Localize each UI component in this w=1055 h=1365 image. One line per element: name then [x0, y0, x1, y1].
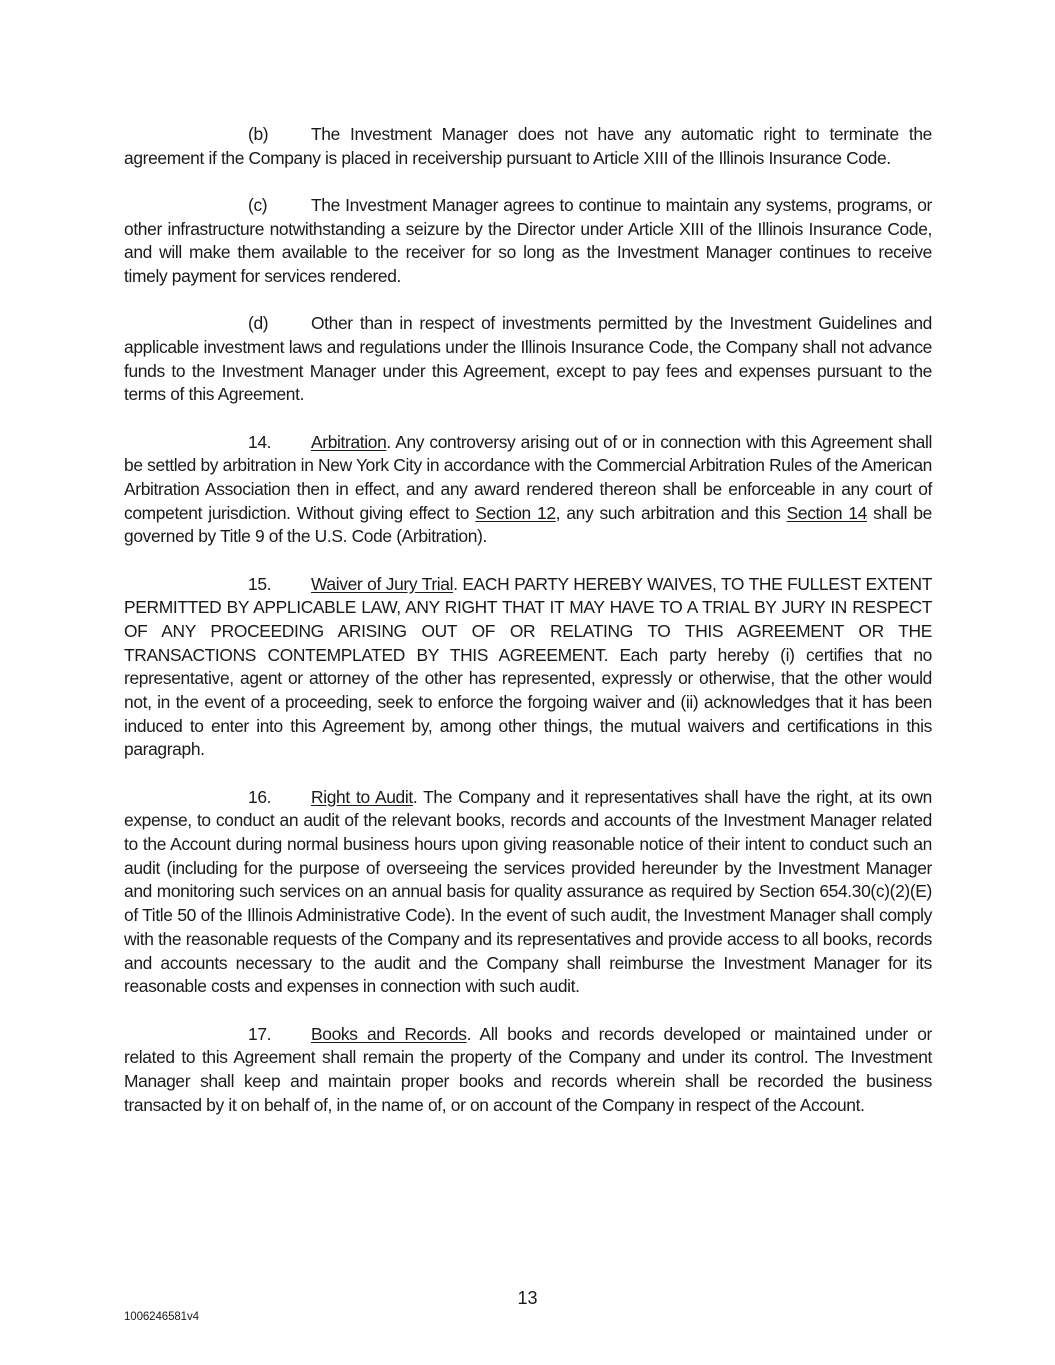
cross-reference-section-14: Section 14	[786, 502, 867, 523]
section-text: shall be governed by Title 9 of the U.S. Code (Arbitration).	[124, 502, 933, 547]
section-text: , any such arbitration and this	[555, 502, 787, 523]
section-text: . Any controversy arising out of or in connection with this Agreement shall be settled by arbitration in New York City in accordance with the Commercial Arbitration Rules of the American Arbitration Association then in effect, and any award rendered thereon shall be enforceable in any court of competent jurisdiction. Without giving effect to	[124, 431, 932, 523]
paragraph-text: The Investment Manager agrees to continue to maintain any systems, programs, or other infrastructure notwithstanding a seizure by the Director under Article XIII of the Illinois Insurance Code, and will make them available to the receiver for so long as the Investment Manager continues to receive timely payment for services rendered.	[124, 194, 932, 287]
paragraph-number: (b)	[248, 124, 269, 144]
section-text: . The Company and it representatives shall have the right, at its own expense, to conduct an audit of the relevant books, records and accounts of the Investment Manager related to the Account during normal business hours upon giving reasonable notice of their intent to conduct such an audit (including for the purpose of overseeing the services provided hereunder by the Investment Manager and monitoring such services on an annual basis for quality assurance as required by Section 654.30(c)(2)(E) of Title 50 of the Illinois Administrative Code). In the event of such audit, the Investment Manager shall comply with the reasonable requests of the Company and its representatives and provide access to all books, records and accounts necessary to the audit and the Company shall reimburse the Investment Manager for its reasonable costs and expenses in connection with such audit.	[124, 786, 932, 997]
section-number: 14.	[248, 431, 272, 452]
section-text: . EACH PARTY HEREBY WAIVES, TO THE FULLEST EXTENT PERMITTED BY APPLICABLE LAW, ANY RIGHT THAT IT MAY HAVE TO A TRIAL BY JURY IN RESPECT OF ANY PROCEEDING ARISING OUT OF OR RELATING TO THIS AGREEMENT OR THE TRANSACTIONS CONTEMPLATED BY THIS AGREEMENT. Each party hereby (i) certifies that no representative, agent or attorney of the other has represented, expressly or otherwise, that the other would not, in the event of a proceeding, seek to enforce the forgoing waiver and (ii) acknowledges that it has been induced to enter into this Agreement by, among other things, the mutual waivers and certifications in this paragraph.	[124, 573, 933, 760]
document-body	[124, 123, 932, 1141]
paragraph-text: The Investment Manager does not have any automatic right to terminate the agreement if the Company is placed in receivership pursuant to Article XIII of the Illinois Insurance Code.	[124, 124, 932, 168]
paragraph-13b	[124, 123, 932, 170]
document-id: 1006246581v4	[124, 1311, 199, 1323]
paragraph-number: (c)	[248, 194, 268, 215]
paragraph-text: Other than in respect of investments permitted by the Investment Guidelines and applicable investment laws and regulations under the Illinois Insurance Code, the Company shall not advance funds to the Investment Manager under this Agreement, except to pay fees and expenses pursuant to the terms of this Agreement.	[124, 313, 932, 405]
cross-reference-section-12: Section 12	[475, 502, 556, 523]
section-17-books-and-records	[124, 1023, 932, 1118]
section-heading: Right to Audit	[311, 786, 413, 807]
paragraph-13c	[124, 194, 932, 289]
section-number: 17.	[248, 1023, 272, 1044]
section-heading: Waiver of Jury Trial	[311, 573, 454, 594]
section-16-right-to-audit	[124, 786, 932, 999]
section-14-arbitration	[124, 431, 932, 550]
section-heading: Books and Records	[311, 1023, 467, 1044]
paragraph-number: (d)	[248, 313, 269, 334]
page-number: 13	[517, 1288, 538, 1308]
section-number: 15.	[248, 573, 272, 594]
section-number: 16.	[248, 786, 272, 807]
paragraph-13d	[124, 312, 932, 407]
section-heading: Arbitration	[311, 431, 387, 452]
section-text: . All books and records developed or maintained under or related to this Agreement shall remain the property of the Company and under its control. The Investment Manager shall keep and maintain proper books and records wherein shall be recorded the business transacted by it on behalf of, in the name of, or on account of the Company in respect of the Account.	[124, 1023, 932, 1115]
section-15-waiver-of-jury-trial	[124, 573, 932, 763]
